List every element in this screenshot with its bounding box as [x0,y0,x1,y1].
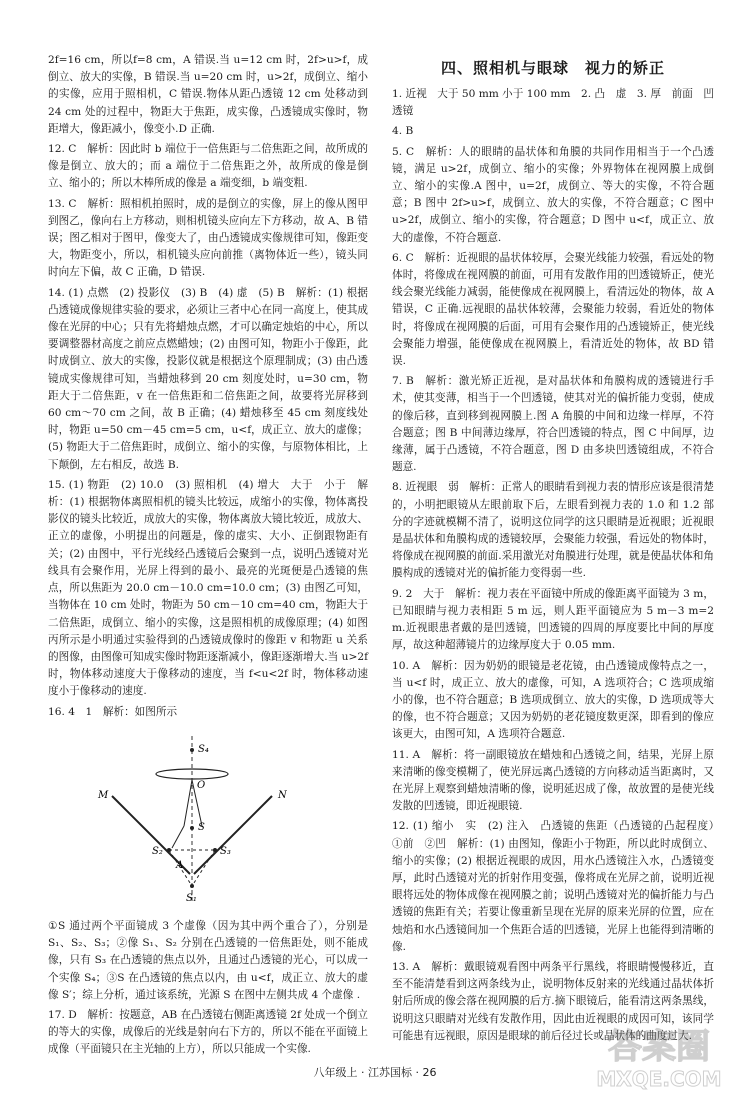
answer-16: 16. 4 1 解析：如图所示 [48,705,178,718]
answer-r8: 8. 近视眼 弱 解析：正常人的眼睛看到视力表的情形应该是很清楚的，小明把眼镜从左眼前取下后，左眼看到视力表的 1.0 和 1.2 部分的字迹就模糊不清了，说明这位同学的这只眼睛是近视眼；近视眼是晶状体和角膜构成的透镜较厚，会聚能力较强，看远处的物体时，将像成在视网膜的前面.采用激光对角膜进行处理，就是使晶状体和角膜构成的透镜对光的偏折能力变得弱一些. [392,481,714,580]
answer-r6: 6. C 解析：近视眼的晶状体较厚，会聚光线能力较强，看远处的物体时，将像成在视网膜的前面，可用有发散作用的凹透镜矫正，使光线会聚光线能力减弱，能使像成在视网膜上，看清远处的物体，故 A 错误，C 正确.远视眼的晶状体较薄，会聚能力较弱，看近处的物体时，将像成在视网膜的后面，可用有会聚作用的凸透镜矫正，使光线会聚能力增强，能使像成在视网膜上，看清近处的物体，故 BD 错误. [392,251,714,368]
answer-13: 13. C 解析：照相机拍照时，成的是倒立的实像，屏上的像从图甲到图乙，像向右上方移动，则相机镜头应向左下方移动，故 A、B 错误；图乙相对于图甲，像变大了，由凸透镜成实像规律可知，像距变大，物距变小，所以，相机镜头应向前推（离物体近一些），镜头同时向左下偏，故 C 正确，D 错误. [48,197,368,279]
label-s2: S₂ [152,845,163,857]
point-s4 [190,748,194,752]
mirror-lens-figure [72,728,352,908]
label-s3: S₃ [220,845,231,857]
right-column [392,58,725,1048]
answer-r1-3: 1. 近视 大于 50 mm 小于 100 mm 2. 凸 虚 3. 厚 前面 凹透镜 [392,88,714,118]
answer-r9: 9. 2 大于 解析：视力表在平面镜中所成的像距离平面镜为 3 m，已知眼睛与视力表相距 5 m 远，则人距平面镜应为 5 m－3 m=2 m.近视眼患者戴的是凹透镜，凹透镜的四周的厚度要比中间的厚度厚，故这种超薄镜片的边缘厚度大于 0.05 mm. [392,587,714,652]
answer-r12: 12. (1) 缩小 实 (2) 注入 凸透镜的焦距（凸透镜的凸起程度） ①前 ②凹 解析：(1) 由图知，像距小于物距，所以此时成倒立、缩小的实像；(2) 根据近视眼的成因，用水凸透镜注入水，凸透镜变厚，此时凸透镜对光的折射作用变强，像将成在光屏之前，说明近视眼将远处的物体成像在视网膜之前；说明凸透镜对光的偏折能力与凸透镜的焦距有关；若要让像重新呈现在光屏的原来光屏的位置，应在烛焰和水凸透镜间加一个焦距合适的凹透镜，光屏上也能得到清晰的像. [392,820,725,953]
answer-11-continuation: 2f=16 cm，所以f=8 cm，A 错误.当 u=12 cm 时，2f>u>f，成倒立、放大的实像，B 错误.当 u=20 cm 时，u>2f，成倒立、缩小的实像，应用于照相机，C 错误.物体从距凸透镜 12 cm 处移动到 24 cm 处的过程中，物距大于焦距，成实像，凸透镜成实像时，物距增大，像距减小，像变小.D 正确. [48,54,368,135]
label-n: N [278,789,287,801]
mirror-n [194,796,272,874]
answer-14: 14. (1) 点燃 (2) 投影仪 (3) B (4) 虚 (5) B 解析：(1) 根据凸透镜成像规律实验的要求，必须让三者中心在同一高度上，使其成像在光屏的中心；只有先将蜡烛点燃，才可以确定烛焰的中心，所以要调整器材高度之前应点燃蜡烛；(2) 由图可知，物距小于像距，此时成倒立、放大的实像，投影仪就是根据这个原理制成；(3) 由凸透镜成实像规律可知，当蜡烛移到 20 cm 刻度处时，u=30 cm，物距大于二倍焦距，v 在一倍焦距和二倍焦距之间，故要将光屏移到 60 cm～70 cm 之间，故 B 正确；(4) 蜡烛移至 45 cm 刻度线处时，物距 u=50 cm－45 cm=5 cm，u<f，成正立、放大的虚像；(5) 物距大于二倍焦距时，成倒立、缩小的实像，与原物体相比，上下颠倒，左右相反，故选 B. [48,286,368,471]
answer-r7: 7. B 解析：激光矫正近视，是对晶状体和角膜构成的透镜进行手术，使其变薄，相当于一个凹透镜，使其对光的偏折能力变弱，使成的像后移，直到移到视网膜上.图 A 角膜的中间和边缘一样厚，不符合题意；图 B 中间薄边缘厚，符合凹透镜的特点，图 C 中间厚，边缘薄，属于凸透镜，不符合题意，图 D 由多块凹透镜组成，不符合题意. [392,375,714,474]
point-s3 [213,848,217,852]
left-column [48,52,368,1062]
label-a: A [176,859,184,871]
ray-3 [172,826,184,848]
ray-1 [184,780,192,826]
answer-r13: 13. A 解析：戴眼镜观看图中两条平行黑线，将眼睛慢慢移近，直至不能清楚看到这两条线为止，说明物体反射来的光线通过晶状体折射后所成的像会落在视网膜的后方.摘下眼镜后，能看清这两条黑线，说明这只眼睛对光线有发散作用，因此由近视眼的成因可知，该同学可能患有远视眼，原因是眼球的前后径过长或晶状体的曲度过大. [392,960,714,1042]
answer-16-explanation: ①S 通过两个平面镜成 3 个虚像（因为其中两个重合了），分别是 S₁、S₂、S₃；②像 S₁、S₂ 分别在凸透镜的一倍焦距处，则不能成像，只有 S₃ 在凸透镜的焦点以外，且通过凸透镜的光心，可以成一个实像 S₄；③S 在凸透镜的焦点以内，由 u<f，成正立、放大的虚像 S′；综上分析，通过该系统，光源 S 在图中左侧共成 4 个虚像 . [48,919,368,1001]
label-s: S [198,821,205,833]
point-s1 [190,884,194,888]
image-link-3 [192,850,215,886]
answer-12: 12. C 解析：因此时 b 端位于一倍焦距与二倍焦距之间，故所成的像是倒立、放大的；而 a 端位于二倍焦距之外，故所成的像是倒立、缩小的；所以木棒所成的像是 a 端变细，b 端变粗. [48,143,368,190]
watermark-line1: 答案圈 [608,1027,710,1067]
watermark-line2: MXQE.COM [596,1067,722,1091]
answer-r5: 5. C 解析：人的眼睛的晶状体和角膜的共同作用相当于一个凸透镜，满足 u>2f，成倒立、缩小的实像；外界物体在视网膜上成倒立、缩小的实像.A 图中，u=2f，成倒立、等大的实像，不符合题意；B 图中 2f>u>f，成倒立、放大的实像，不符合题意；C 图中 u>2f，成倒立、缩小的实像，符合题意；D 图中 u<f，成正立、放大的虚像，不符合题意. [392,145,714,244]
answer-15: 15. (1) 物距 (2) 10.0 (3) 照相机 (4) 增大 大于 小于 解析：(1) 根据物体离照相机的镜头比较远，成缩小的实像，物体离投影仪的镜头比较近，成放大的实像，物体离放大镜比较近，成放大、正立的虚像，小明提出的问题是，像的虚实、大小、正倒跟物距有关；(2) 由图中，平行光线经凸透镜后会聚到一点，说明凸透镜对光线具有会聚作用，光屏上得到的最小、最亮的光斑便是凸透镜的焦点，所以焦距为 20.0 cm－10.0 cm=10.0 cm；(3) 由图乙可知，当物体在 10 cm 处时，物距为 50 cm－10 cm=40 cm，物距大于二倍焦距，成倒立、缩小的实像，这是照相机的成像原理；(4) 如图丙所示是小明通过实验得到的凸透镜成像时的像距 v 和物距 u 关系的图像，由图像可知成实像时物距逐渐减小，像距逐渐增大.当 u>2f 时，物体移动速度大于像移动的速度，当 f<u<2f 时，物体移动速度小于像移动的速度. [48,478,368,698]
label-s1: S₁ [186,892,197,904]
section-title: 四、照相机与眼球 视力的矫正 [440,59,665,77]
answer-r4: 4. B [392,125,414,138]
answer-r10: 10. A 解析：因为奶奶的眼镜是老花镜，由凸透镜成像特点之一，当 u<f 时，成正立、放大的虚像，可知，A 选项符合；C 选项成缩小的像，也不符合题意；B 选项成倒立、放大的实像，D 选项成等大的像，也不符合题意；又因为奶奶的老花镜度数更深，即看到的像应该更大，由图可知，A 选项符合题意. [392,659,714,741]
watermark-logo [584,1014,734,1094]
label-s4: S₄ [198,743,209,755]
page-footer: 八年级上 · 江苏国标 · 26 [313,1066,437,1079]
label-m: M [98,789,109,801]
answer-r11: 11. A 解析：将一副眼镜放在蜡烛和凸透镜之间，结果，光屏上原来清晰的像变模糊了，使光屏远离凸透镜的方向移动适当距离时，又在光屏上观察到蜡烛清晰的像，说明延迟成了像，故放置的是使光线发散的凹透镜，即近视眼镜. [392,748,714,813]
answer-17: 17. D 解析：按题意，AB 在凸透镜右侧距离透镜 2f 处成一个倒立的等大的实像，成像后的光线是射向右下方的，所以不能在平面镜上成像（平面镜只在主光轴的上方），所以只能成一个实像. [48,1008,368,1056]
point-s [190,826,194,830]
point-s2 [167,848,171,852]
label-o: O [197,779,206,791]
